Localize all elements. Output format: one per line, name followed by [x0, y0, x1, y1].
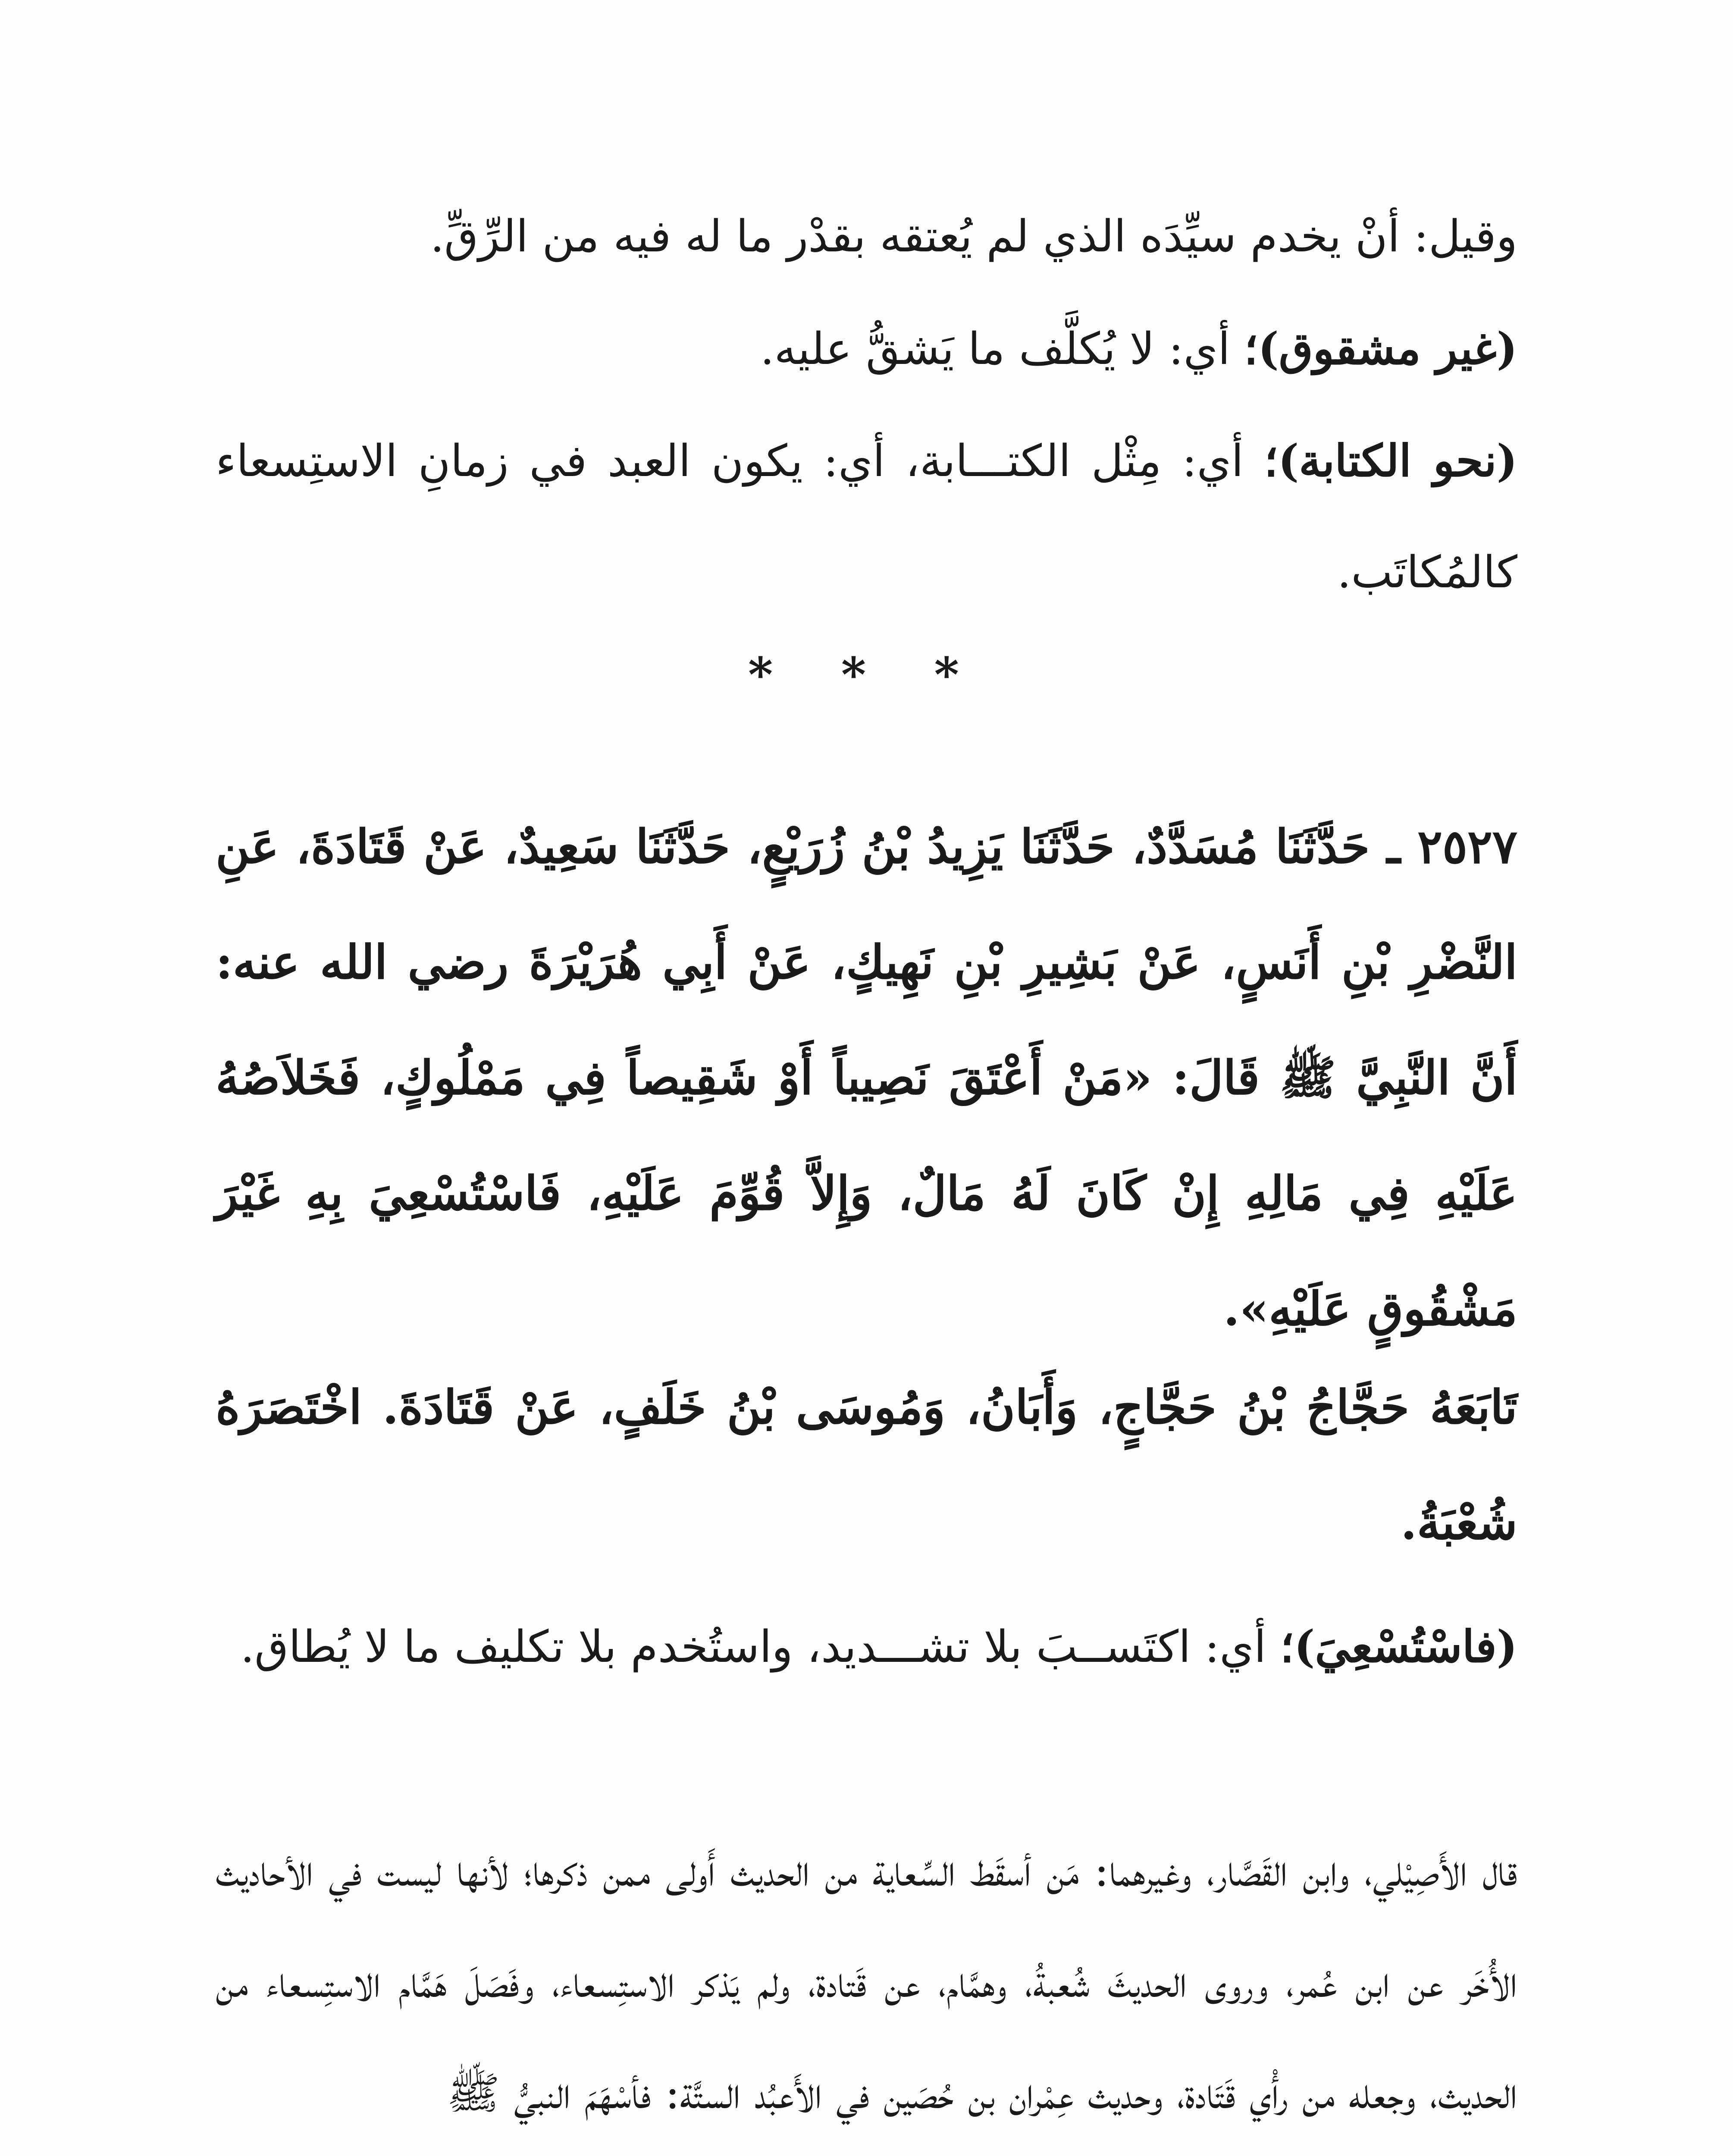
paragraph-text — [216, 293, 1517, 405]
hadith-paragraph: ٢٥٢٧ ـ حَدَّثَنَا مُسَدَّدٌ، حَدَّثَنَا يَزِيدُ بْنُ زُرَيْعٍ، حَدَّثَنَا سَعِيدٌ، عَنْ قَتَادَةَ، عَنِ النَّضْرِ بْنِ أَنَسٍ، عَنْ بَشِيرِ بْنِ نَهِيكٍ، عَنْ أَبِي هُرَيْرَةَ رضي الله عنه: أَنَّ النَّبِيَّ ﷺ قَالَ: «مَنْ أَعْتَقَ نَصِيباً أَوْ شَقِيصاً فِي مَمْلُوكٍ، فَخَلاَصُهُ عَلَيْهِ فِي مَالِهِ إِنْ كَانَ لَهُ مَالٌ، وَإِلاَّ قُوِّمَ عَلَيْهِ، فَاسْتُسْعِيَ بِهِ غَيْرَ مَشْقُوقٍ عَلَيْهِ». — [216, 820, 1517, 1336]
gloss-text: أي: اكتَســبَ بلا تشـــديد، واستُخدم بلا تكليف ما لا يُطاق. — [240, 1621, 1280, 1673]
gloss-text: أي: مِثْل الكتـــابة، أي: يكون العبد في زمانِ الاستِسعاء كالمُكاتَب. — [216, 436, 1517, 598]
paragraph-commentary-5 — [216, 1815, 1517, 2149]
hadith-text — [216, 789, 1517, 1367]
gloss-term: (غير مشقوق)؛ — [1244, 323, 1517, 375]
gloss-term: (نحو الكتابة)؛ — [1264, 435, 1517, 487]
followup-paragraph: تَابَعَهُ حَجَّاجُ بْنُ حَجَّاجٍ، وَأَبَانُ، وَمُوسَى بْنُ خَلَفٍ، عَنْ قَتَادَةَ. اخْتَصَرَهُ شُعْبَةُ. — [216, 1380, 1517, 1550]
paragraph-text: قال الأَصِيْلي، وابن القَصَّار، وغيرهما: مَن أسقَط السِّعاية من الحديث أَولى ممن ذكرها؛ لأنها ليست في الأحاديث الأُخَر عن ابن عُمر، وروى الحديثَ شُعبةُ، وهمَّام، عن قَتادة، ولم يَذكر الاستِسعاء، وفَصَلَ هَمَّام الاستِسعاء من الحديث، وجعله من رأْي قَتَادة، وحديث عِمْران بن حُصَين في الأَعبُد الستَّة: فأسْهَمَ النبيُّ ﷺ — [216, 1845, 1517, 2119]
paragraph-text — [216, 405, 1517, 628]
gloss-text: أي: لا يُكلَّف ما يَشقُّ عليه. — [760, 323, 1244, 375]
hadith-followup — [216, 1350, 1517, 1581]
paragraph-text — [216, 1591, 1517, 1703]
gloss-term: (فاسْتُسْعِيَ)؛ — [1280, 1621, 1517, 1673]
paragraph-commentary-2 — [216, 293, 1517, 405]
paragraph-text: وقيل: أنْ يخدم سيِّدَه الذي لم يُعتقه بقدْر ما له فيه من الرِّقِّ. — [430, 211, 1517, 262]
paragraph-commentary-1 — [216, 181, 1517, 292]
paragraph-commentary-4 — [216, 1591, 1517, 1703]
paragraph-commentary-3 — [216, 405, 1517, 628]
section-separator: * * * — [748, 647, 985, 702]
